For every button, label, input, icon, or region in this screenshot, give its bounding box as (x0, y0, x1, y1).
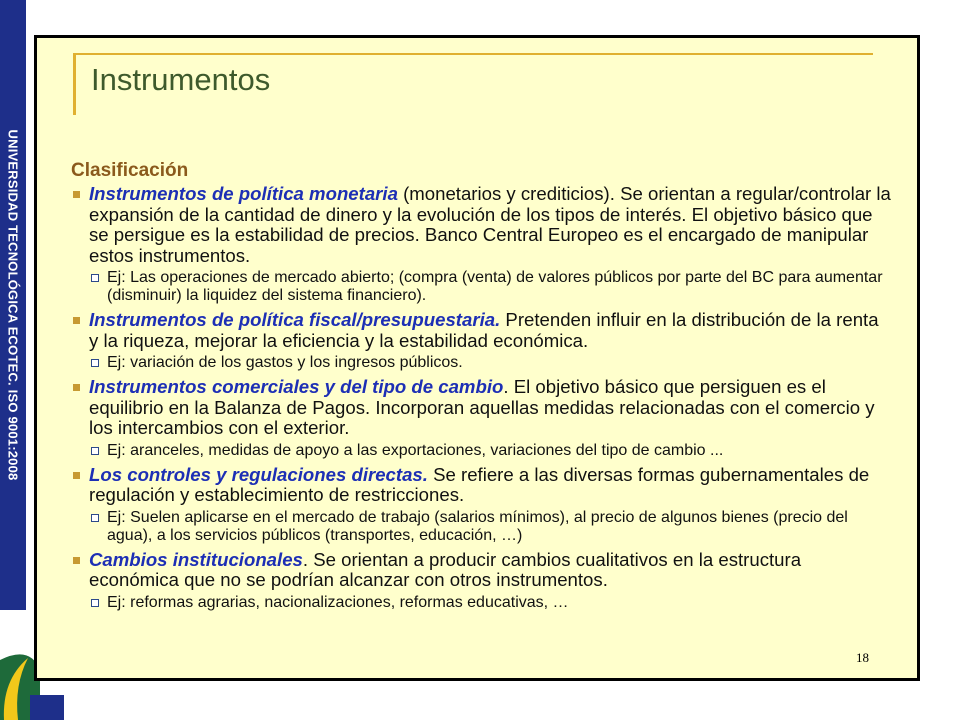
example-item (71, 354, 891, 372)
example-item (71, 442, 891, 460)
item-text: . El objetivo básico que persiguen es el equilibrio en la Balanza de Pagos. Incorporan aquellas medidas relacionadas con el comercio y los intercambios con el exterior. (89, 376, 875, 438)
hollow-square-bullet-icon (91, 599, 99, 607)
item-text: . Se orientan a producir cambios cualitativos en la estructura económica que no se podrían alcanzar con otros instrumentos. (89, 548, 802, 590)
example-item (71, 269, 891, 305)
item-highlight: Los controles y regulaciones directas. (89, 463, 428, 485)
square-bullet-icon (73, 384, 80, 391)
item-text: Se refiere a las diversas formas gubernamentales de regulación y establecimiento de restricciones. (89, 463, 870, 505)
title-rule-horizontal (73, 53, 873, 55)
slide-title: Instrumentos (91, 62, 271, 97)
section-heading: Clasificación (71, 160, 189, 181)
list-item (71, 184, 891, 266)
example-text: Ej: reformas agrarias, nacionalizaciones, reformas educativas, … (107, 593, 569, 611)
example-text: Ej: variación de los gastos y los ingresos públicos. (107, 354, 463, 371)
list-item (71, 550, 891, 591)
example-text: Ej: Suelen aplicarse en el mercado de trabajo (salarios mínimos), al precio de algunos bienes (precio del agua), a los servicios públicos (transportes, educación, …) (107, 508, 848, 544)
list-item (71, 310, 891, 351)
square-bullet-icon (73, 317, 80, 324)
item-highlight: Instrumentos de política fiscal/presupuestaria. (89, 309, 501, 330)
item-text: (monetarios y crediticios). Se orientan a regular/controlar la expansión de la cantidad de dinero y la evolución de los tipos de interés. El objetivo básico que se persigue es la estabilidad de precios. Banco Central Europeo es el encargado de manipular estos instrumentos. (89, 183, 891, 266)
list-item (71, 465, 891, 506)
hollow-square-bullet-icon (91, 359, 99, 367)
list-item (71, 377, 891, 439)
example-text: Ej: Las operaciones de mercado abierto; (compra (venta) de valores públicos por parte del BC para aumentar (disminuir) la liquidez del sistema financiero). (107, 269, 883, 304)
example-text: Ej: aranceles, medidas de apoyo a las exportaciones, variaciones del tipo de cambio ... (107, 441, 724, 459)
hollow-square-bullet-icon (91, 274, 99, 282)
hollow-square-bullet-icon (91, 514, 99, 522)
slide (34, 35, 920, 681)
example-item (71, 594, 891, 612)
item-highlight: Cambios institucionales (89, 548, 303, 570)
slide-content (71, 184, 891, 617)
item-highlight: Instrumentos comerciales y del tipo de cambio (89, 376, 504, 397)
square-bullet-icon (73, 557, 80, 564)
hollow-square-bullet-icon (91, 447, 99, 455)
item-text: Pretenden influir en la distribución de la renta y la riqueza, mejorar la eficiencia y la estabilidad económica. (89, 309, 879, 351)
university-name: UNIVERSIDAD TECNOLÓGICA ECOTEC. ISO 9001:2008 (5, 129, 21, 481)
example-item (71, 509, 891, 545)
square-bullet-icon (73, 472, 80, 479)
sidebar-banner (0, 0, 26, 610)
page-number: 18 (856, 650, 869, 665)
title-rule-vertical (73, 53, 76, 115)
square-bullet-icon (73, 191, 80, 198)
item-highlight: Instrumentos de política monetaria (89, 183, 398, 204)
